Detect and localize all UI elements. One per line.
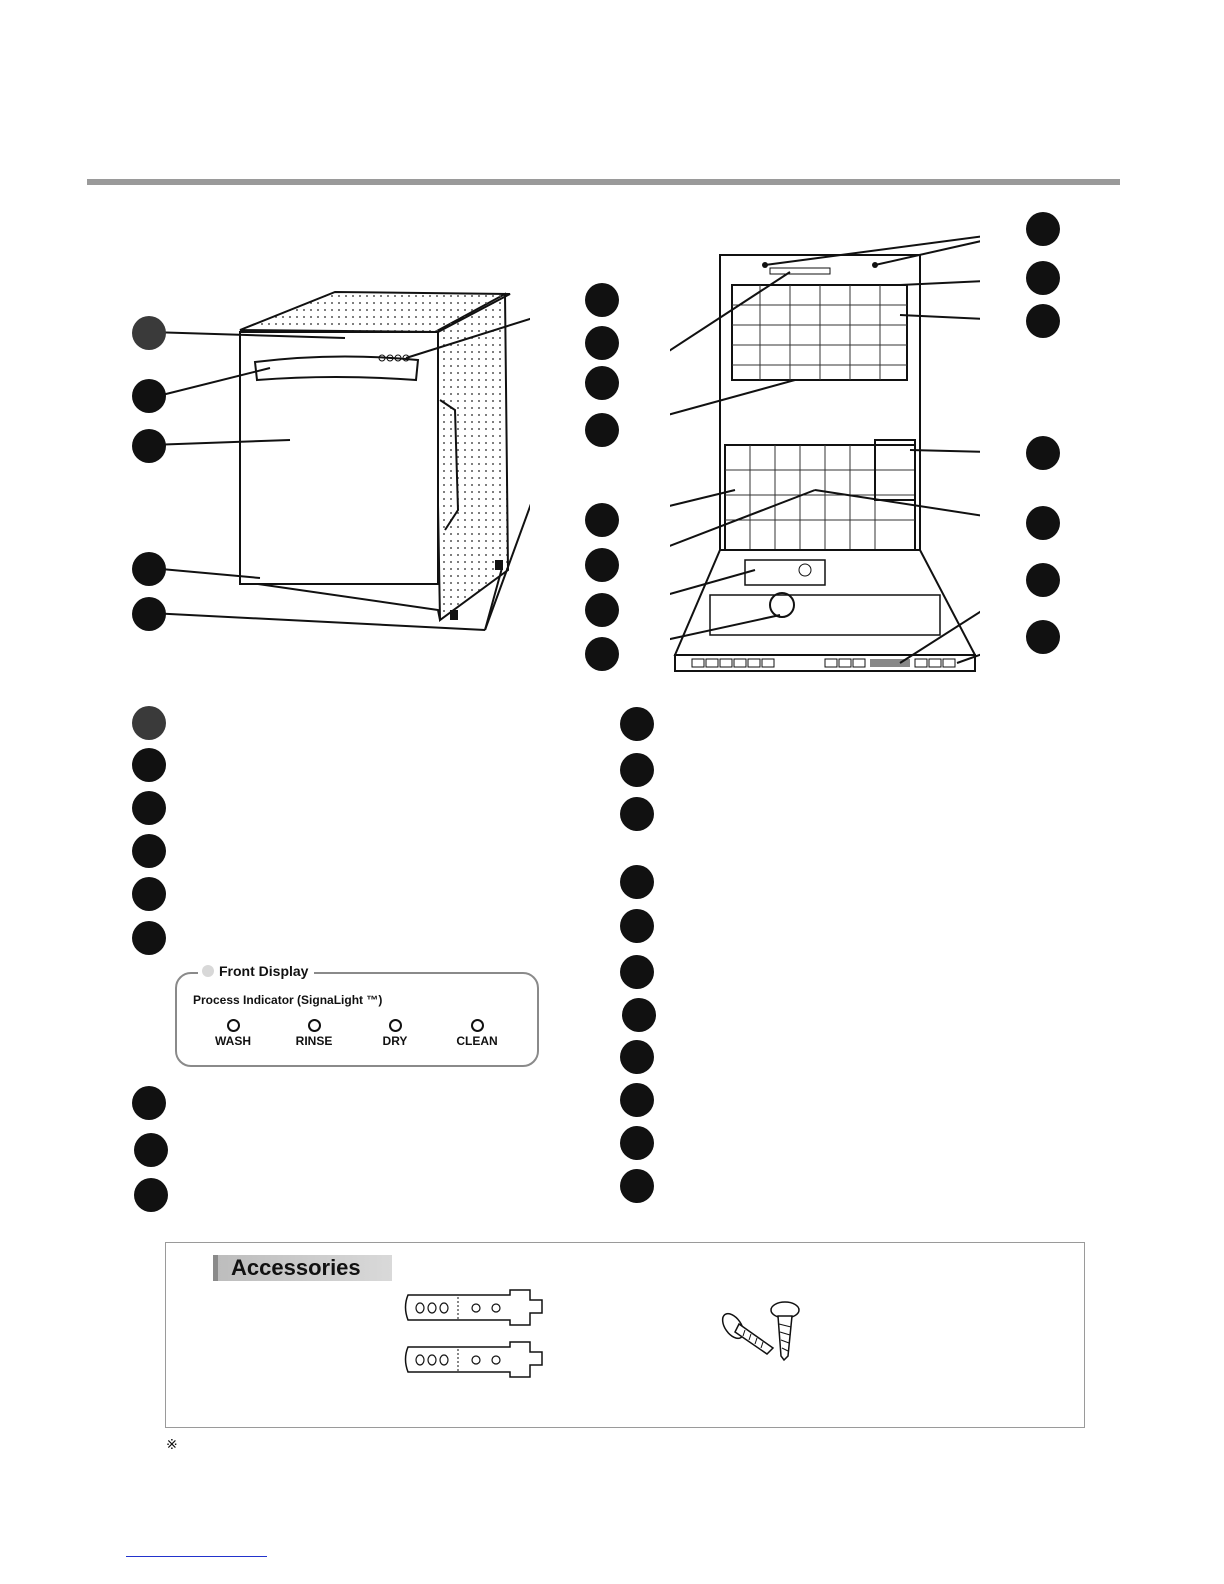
callout-marker (585, 366, 619, 400)
screw-accessory-illustration (715, 1296, 815, 1366)
indicator-dry (355, 1019, 435, 1048)
callout-marker (1026, 261, 1060, 295)
callout-marker (1026, 304, 1060, 338)
footer-link-underline[interactable] (126, 1556, 267, 1557)
callout-marker (585, 593, 619, 627)
legend-marker (620, 909, 654, 943)
callout-marker (1026, 212, 1060, 246)
indicator-rinse (274, 1019, 354, 1048)
indicator-clean (437, 1019, 517, 1048)
legend-marker (132, 791, 166, 825)
callout-marker (132, 552, 166, 586)
callout-marker (585, 548, 619, 582)
indicator-light-icon (227, 1019, 240, 1032)
indicator-icon (202, 965, 214, 977)
indicator-label: CLEAN (456, 1034, 498, 1048)
indicator-label: WASH (215, 1034, 251, 1048)
legend-marker (620, 753, 654, 787)
indicator-wash (193, 1019, 273, 1048)
legend-marker (132, 877, 166, 911)
legend-marker (620, 1083, 654, 1117)
indicator-light-icon (308, 1019, 321, 1032)
legend-marker (620, 955, 654, 989)
legend-marker (134, 1133, 168, 1167)
legend-marker (620, 1126, 654, 1160)
callout-marker (1026, 436, 1060, 470)
legend-marker (132, 921, 166, 955)
callout-marker (1026, 563, 1060, 597)
legend-marker (620, 1040, 654, 1074)
callout-marker (1026, 506, 1060, 540)
accessories-title-text: Accessories (231, 1255, 361, 1280)
callout-marker (132, 316, 166, 350)
process-indicator-label: Process Indicator (SignaLight ™) (193, 993, 383, 1007)
dishwasher-exterior-illustration (120, 280, 530, 640)
legend-marker (134, 1178, 168, 1212)
callout-marker (585, 283, 619, 317)
legend-marker (622, 998, 656, 1032)
callout-marker (585, 637, 619, 671)
front-display-title (198, 963, 314, 979)
indicator-light-icon (471, 1019, 484, 1032)
legend-marker (132, 748, 166, 782)
callout-marker (132, 379, 166, 413)
legend-marker (620, 865, 654, 899)
front-display-title-text: Front Display (219, 963, 309, 979)
callout-marker (1026, 620, 1060, 654)
bracket-accessory-illustration (400, 1285, 550, 1385)
accessories-title (213, 1255, 392, 1281)
indicator-light-icon (389, 1019, 402, 1032)
legend-marker (132, 706, 166, 740)
note-symbol: ※ (166, 1436, 178, 1452)
callout-marker (585, 413, 619, 447)
legend-marker (620, 797, 654, 831)
indicator-label: RINSE (295, 1034, 333, 1048)
callout-marker (585, 326, 619, 360)
legend-marker (132, 1086, 166, 1120)
legend-marker (620, 707, 654, 741)
callout-marker (132, 597, 166, 631)
indicator-label: DRY (382, 1034, 408, 1048)
header-rule (87, 179, 1120, 185)
callout-marker (132, 429, 166, 463)
legend-marker (620, 1169, 654, 1203)
legend-marker (132, 834, 166, 868)
dishwasher-interior-illustration (670, 225, 980, 675)
callout-marker (585, 503, 619, 537)
